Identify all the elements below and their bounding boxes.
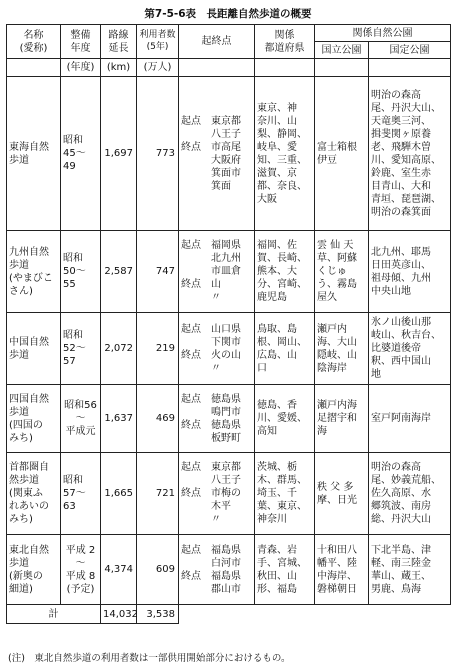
table-row	[7, 385, 451, 453]
table-row	[7, 535, 451, 605]
endpoint-values: 福島県 白河市 福島県 郡山市	[211, 544, 241, 595]
header-quasi-national-park: 国定公園	[369, 42, 451, 59]
trail-prefectures: 鳥取、島 根、岡山、 広島、山 口	[255, 313, 315, 385]
header-parks: 関係自然公園	[315, 25, 451, 42]
endpoint-labels: 起点 終点	[181, 323, 201, 361]
total-length: 14,032	[101, 605, 137, 624]
header-length: 路線 延長	[101, 25, 137, 59]
trail-users: 469	[137, 385, 179, 453]
header-prefectures: 関係 都道府県	[255, 25, 315, 59]
units-length: (km)	[101, 59, 137, 77]
trail-length: 1,697	[101, 77, 137, 231]
table-row	[7, 313, 451, 385]
total-row	[7, 605, 451, 624]
total-users: 3,538	[137, 605, 179, 624]
nature-trail-table	[6, 24, 451, 624]
trail-name: 首都圏自 然歩道 (関東ふ れあいの みち)	[7, 453, 61, 535]
trail-name: 東北自然 歩道 (新奥の 細道)	[7, 535, 61, 605]
trail-quasi-park: 室戸阿南海岸	[369, 385, 451, 453]
trail-quasi-park: 下北半島、津 軽、南三陸金 華山、蔵王、 男鹿、鳥海	[369, 535, 451, 605]
header-users: 利用者数 (5年)	[137, 25, 179, 59]
trail-length: 2,587	[101, 231, 137, 313]
table-row	[7, 77, 451, 231]
footnote: (注) 東北自然歩道の利用者数は一部供用開始部分におけるもの。	[8, 653, 291, 664]
units-year: (年度)	[61, 59, 101, 77]
endpoint-values: 山口県 下関市 火の山 〃	[211, 323, 241, 374]
trail-quasi-park: 北九州、耶馬 日田英彦山、 祖母傾、九州 中央山地	[369, 231, 451, 313]
table-title: 第7-5-6表 長距離自然歩道の概要	[144, 8, 312, 20]
trail-name: 東海自然 歩道	[7, 77, 61, 231]
trail-year: 昭和56 〜 平成元	[61, 385, 101, 453]
header-name: 名称 (愛称)	[7, 25, 61, 59]
trail-national-park: 瀬戸内海 足摺宇和 海	[315, 385, 369, 453]
trail-users: 721	[137, 453, 179, 535]
header-national-park: 国立公園	[315, 42, 369, 59]
endpoint-labels: 起点 終点	[181, 393, 201, 431]
trail-quasi-park: 明治の森高 尾、妙義荒船、 佐久高原、水 郷筑波、南房 総、丹沢大山	[369, 453, 451, 535]
trail-national-park: 富士箱根 伊豆	[315, 77, 369, 231]
trail-year: 昭和 45〜49	[61, 77, 101, 231]
trail-year: 平成 2 〜 平成 8 (予定)	[61, 535, 101, 605]
endpoint-labels: 起点 終点	[181, 115, 201, 153]
trail-length: 4,374	[101, 535, 137, 605]
trail-prefectures: 青森、岩 手、宮城、 秋田、山 形、福島	[255, 535, 315, 605]
trail-year: 昭和 52〜57	[61, 313, 101, 385]
endpoint-values: 福岡県 北九州 市皿倉 山 〃	[211, 240, 241, 303]
units-name	[7, 59, 61, 77]
trail-prefectures: 福岡、佐 賀、長崎、 熊本、大 分、宮崎、 鹿児島	[255, 231, 315, 313]
endpoint-values: 徳島県 鳴門市 徳島県 板野町	[211, 393, 241, 444]
endpoint-values: 東京都 八王子 市梅の 木平 〃	[211, 462, 241, 525]
total-label: 計	[7, 605, 101, 624]
header-year: 整備 年度	[61, 25, 101, 59]
trail-length: 1,637	[101, 385, 137, 453]
endpoint-values: 東京都 八王子 市高尾 大阪府 箕面市 箕面	[211, 115, 241, 192]
trail-name: 中国自然 歩道	[7, 313, 61, 385]
units-users: (万人)	[137, 59, 179, 77]
trail-users: 747	[137, 231, 179, 313]
trail-users: 609	[137, 535, 179, 605]
trail-users: 773	[137, 77, 179, 231]
table-row	[7, 453, 451, 535]
trail-year: 昭和 57〜63	[61, 453, 101, 535]
trail-quasi-park: 明治の森高 尾、丹沢大山、 天竜奥三河、 揖斐関ヶ原養 老、飛騨木曽 川、愛知高原、 鈴鹿、室生赤 目青山、大和 青垣、琵琶湖、 明治の森箕面	[369, 77, 451, 231]
trail-name: 四国自然 歩道 (四国の みち)	[7, 385, 61, 453]
endpoint-labels: 起点 終点	[181, 462, 201, 499]
header-endpoints: 起終点	[179, 25, 255, 59]
trail-users: 219	[137, 313, 179, 385]
trail-year: 昭和 50〜55	[61, 231, 101, 313]
trail-name: 九州自然 歩道 (やまびこ さん)	[7, 231, 61, 313]
trail-length: 1,665	[101, 453, 137, 535]
trail-prefectures: 徳島、香 川、愛媛、 高知	[255, 385, 315, 453]
trail-national-park: 瀬戸内 海、大山 隠岐、山 陰海岸	[315, 313, 369, 385]
table-row	[7, 231, 451, 313]
trail-national-park: 秩 父 多 摩、日光	[315, 453, 369, 535]
trail-national-park: 十和田八 幡平、陸 中海岸、 磐梯朝日	[315, 535, 369, 605]
trail-prefectures: 東京、神 奈川、山 梨、静岡、 岐阜、愛 知、三重、 滋賀、京 都、奈良、 大阪	[255, 77, 315, 231]
trail-national-park: 雲 仙 天 草、阿蘇 くじゅ う、霧島 屋久	[315, 231, 369, 313]
endpoint-labels: 起点 終点	[181, 240, 201, 290]
trail-quasi-park: 氷ノ山後山那 岐山、秋吉台、 比婆道後帝 釈、西中国山 地	[369, 313, 451, 385]
trail-prefectures: 茨城、栃 木、群馬、 埼玉、千 葉、東京、 神奈川	[255, 453, 315, 535]
trail-length: 2,072	[101, 313, 137, 385]
endpoint-labels: 起点 終点	[181, 544, 201, 582]
